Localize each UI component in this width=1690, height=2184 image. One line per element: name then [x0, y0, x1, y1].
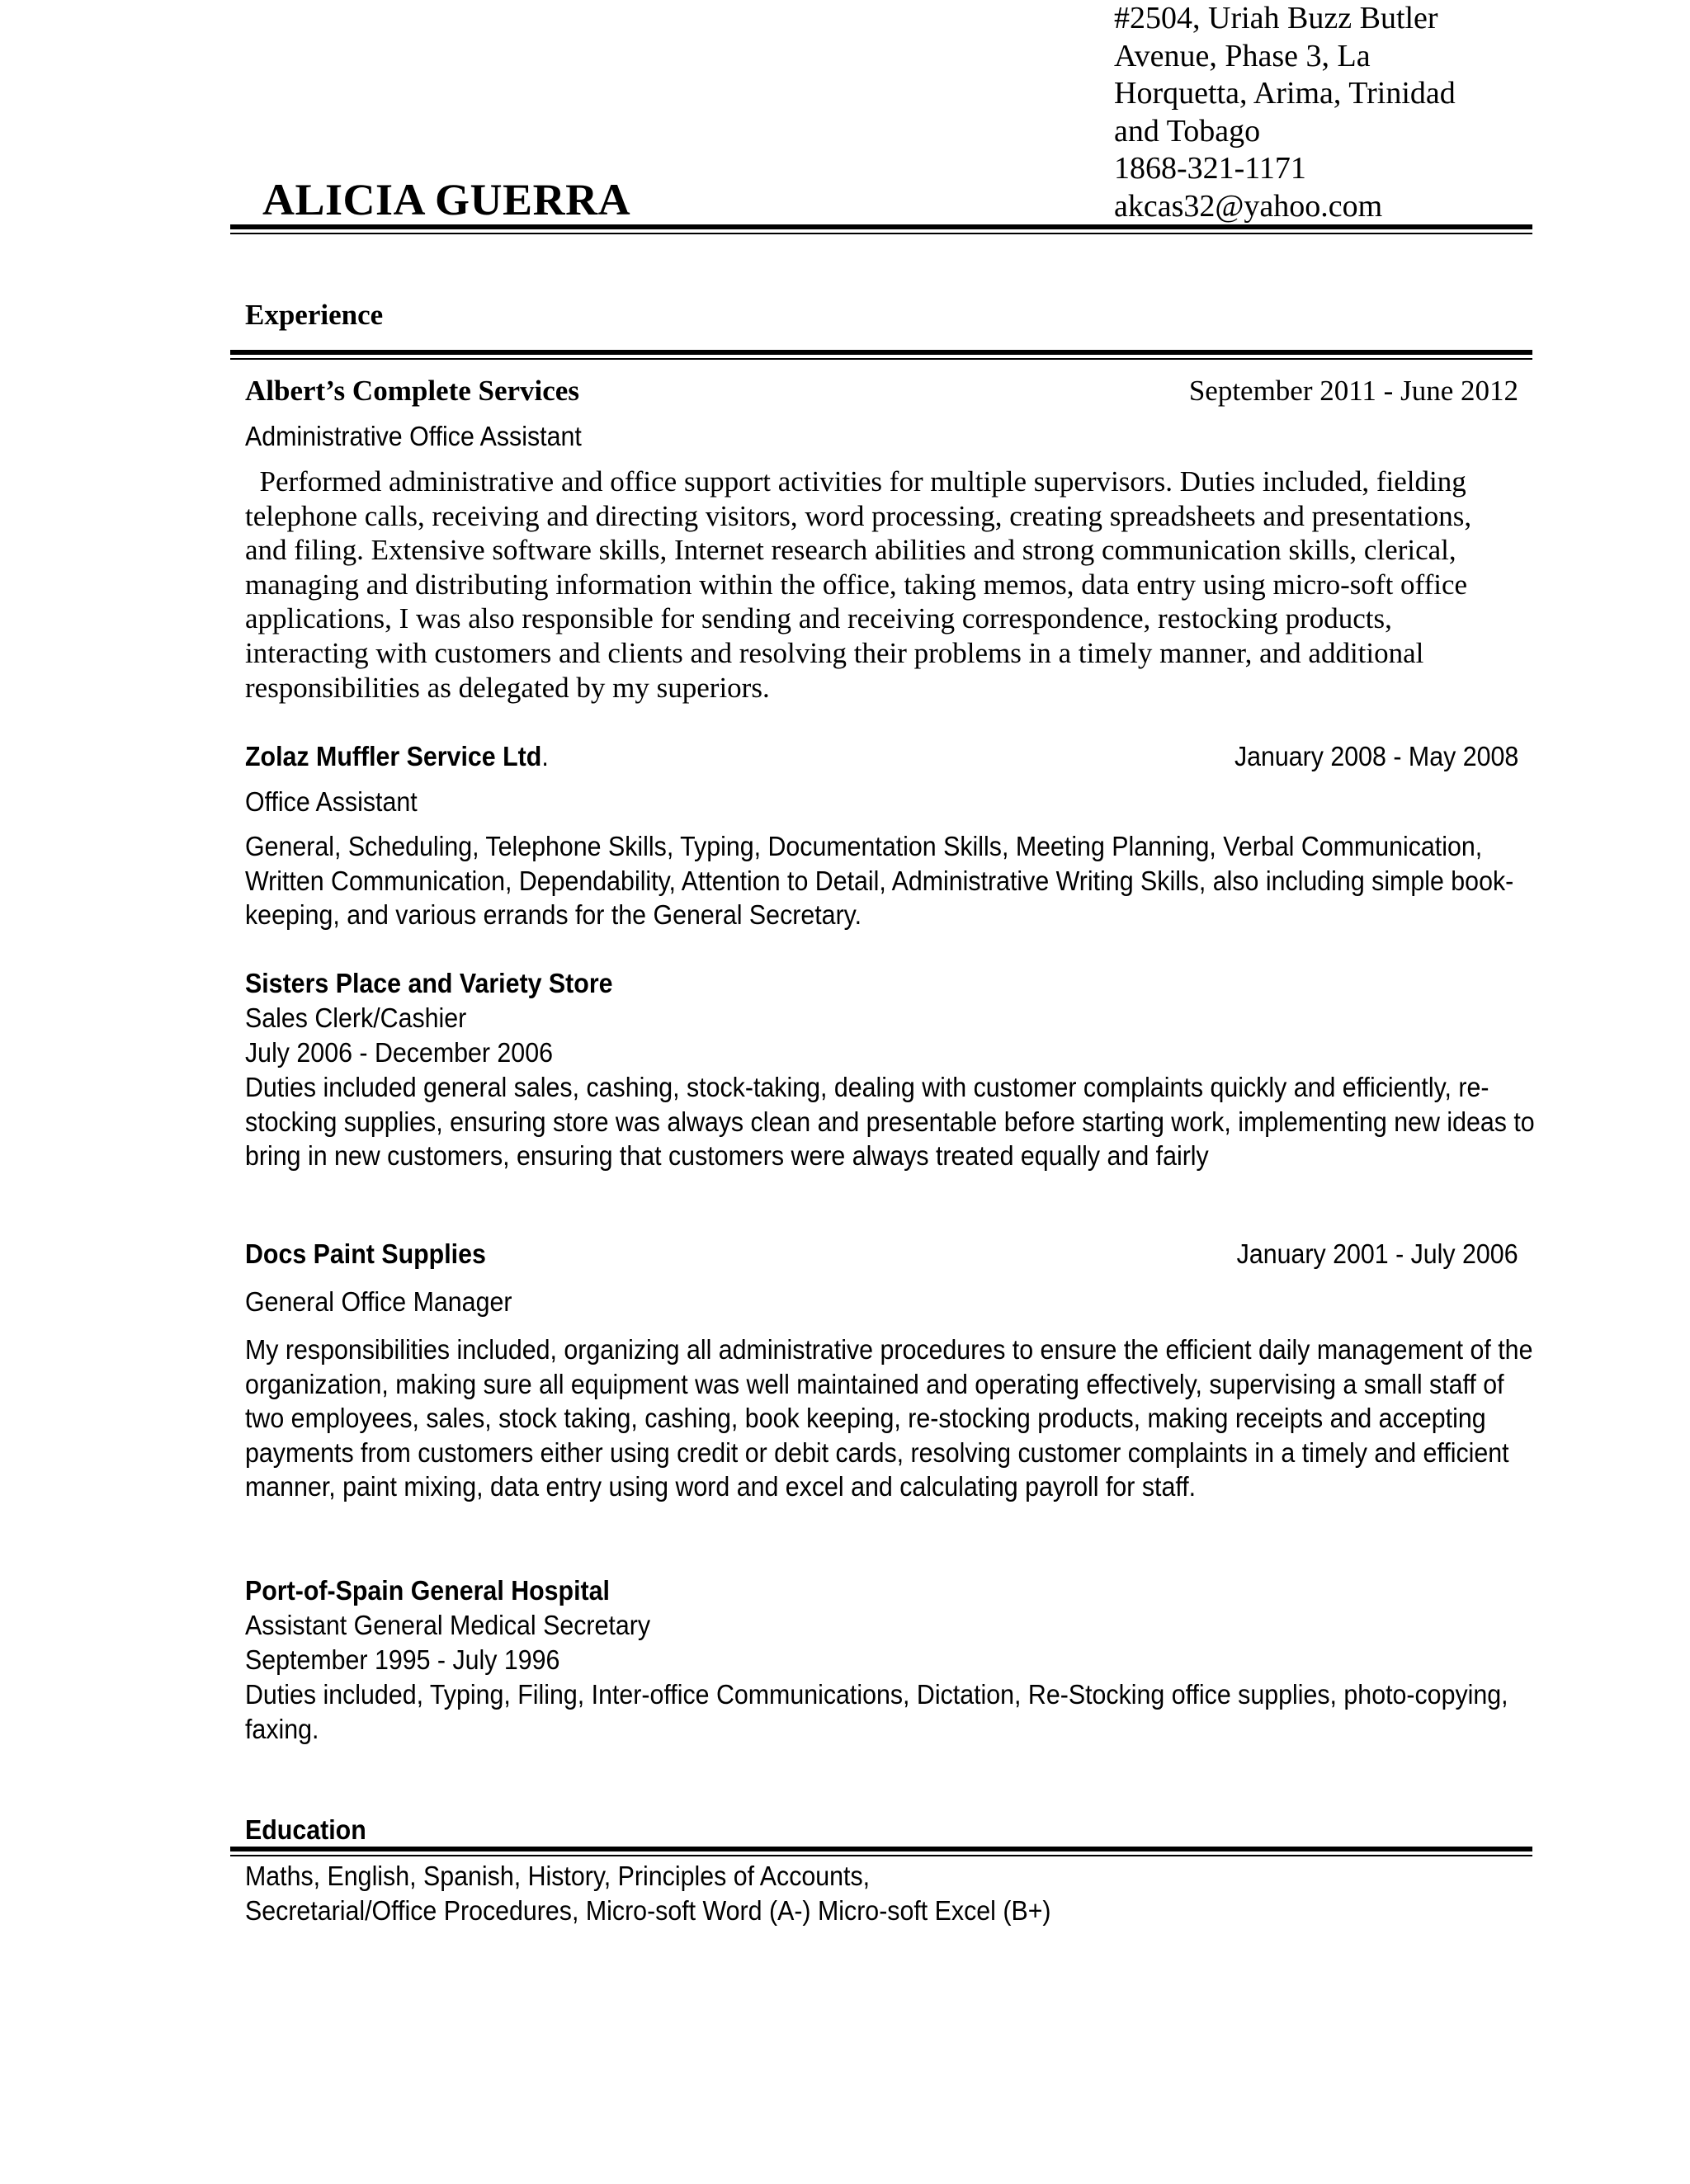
description-line: Duties included general sales, cashing, stock-taking, dealing with customer complaints quickly and efficiently, re-: [245, 1072, 1489, 1102]
description-line: bring in new customers, ensuring that customers were always treated equally and fairly: [245, 1140, 1209, 1172]
experience-heading: Experience: [245, 299, 384, 331]
address-line: #2504, Uriah Buzz Butler: [1114, 1, 1438, 35]
job-title: Administrative Office Assistant: [245, 421, 582, 451]
description-line: Written Communication, Dependability, Attention to Detail, Administrative Writing Skills, also including simple book-: [245, 865, 1514, 896]
job-dates: September 1995 - July 1996: [245, 1644, 560, 1675]
address-line: and Tobago: [1114, 113, 1261, 149]
description-line: keeping, and various errands for the General Secretary.: [245, 899, 862, 931]
job-description: [245, 1677, 1536, 1746]
description-line: interacting with customers and clients and resolving their problems in a timely manner, and additional: [245, 636, 1424, 669]
job-company: Albert’s Complete Services: [245, 375, 579, 407]
description-line: faxing.: [245, 1713, 319, 1744]
job-company: Docs Paint Supplies: [245, 1238, 486, 1269]
job-dates: September 2011 - June 2012: [1188, 375, 1518, 407]
description-line: organization, making sure all equipment was well maintained and operating effectively, supervising a small staff of: [245, 1368, 1504, 1399]
job-dates: July 2006 - December 2006: [245, 1037, 553, 1068]
education-line: Maths, English, Spanish, History, Principles of Accounts,: [245, 1861, 871, 1891]
description-line: and filing. Extensive software skills, Internet research abilities and strong communication skills, clerical,: [245, 534, 1456, 567]
email-address: akcas32@yahoo.com: [1114, 188, 1383, 224]
contact-block: [1114, 0, 1502, 225]
job-dates: January 2008 - May 2008: [1234, 741, 1518, 771]
job-title: Sales Clerk/Cashier: [245, 1002, 467, 1033]
description-line: Performed administrative and office support activities for multiple supervisors. Duties included, fielding: [245, 465, 1466, 498]
job-title: Assistant General Medical Secretary: [245, 1610, 651, 1640]
education-heading: Education: [245, 1814, 366, 1845]
education-details: [245, 1859, 1536, 1927]
job-description: [245, 1333, 1536, 1504]
description-line: manner, paint mixing, data entry using word and excel and calculating payroll for staff.: [245, 1471, 1197, 1502]
phone-number: 1868-321-1171: [1114, 151, 1306, 186]
education-line: Secretarial/Office Procedures, Micro-soft Word (A-) Micro-soft Excel (B+): [245, 1894, 1051, 1926]
job-title: General Office Manager: [245, 1286, 512, 1317]
description-line: responsibilities as delegated by my superiors.: [245, 671, 770, 704]
job-company: Port-of-Spain General Hospital: [245, 1575, 610, 1606]
description-line: payments from customers either using credit or debit cards, resolving customer complaints in a timely and efficient: [245, 1436, 1509, 1468]
description-line: My responsibilities included, organizing all administrative procedures to ensure the efficient daily management of the: [245, 1334, 1533, 1365]
description-line: stocking supplies, ensuring store was always clean and presentable before starting work, implementing new ideas to: [245, 1106, 1535, 1137]
job-description: [245, 829, 1536, 932]
education-divider: [230, 1847, 1532, 1856]
description-line: two employees, sales, stock taking, cashing, book keeping, re-stocking products, making receipts and accepting: [245, 1403, 1486, 1434]
experience-divider: [230, 350, 1532, 360]
description-line: General, Scheduling, Telephone Skills, Typing, Documentation Skills, Meeting Planning, Verbal Communication,: [245, 831, 1483, 861]
address-line: Horquetta, Arima, Trinidad: [1114, 76, 1456, 111]
job-title: Office Assistant: [245, 786, 418, 817]
job-company: Sisters Place and Variety Store: [245, 968, 613, 998]
header-divider: [230, 224, 1532, 234]
description-line: Duties included, Typing, Filing, Inter-office Communications, Dictation, Re-Stocking office supplies, photo-copying,: [245, 1679, 1508, 1710]
job-description: [245, 1070, 1536, 1173]
job-company: [245, 739, 549, 774]
job-description: [245, 465, 1532, 705]
description-line: applications, I was also responsible for sending and receiving correspondence, restocking products,: [245, 602, 1392, 635]
company-name: Zolaz Muffler Service Ltd: [245, 741, 542, 771]
candidate-name: ALICIA GUERRA: [262, 175, 631, 224]
job-dates: January 2001 - July 2006: [1237, 1238, 1518, 1269]
description-line: telephone calls, receiving and directing visitors, word processing, creating spreadsheets and presentations,: [245, 499, 1472, 532]
company-suffix: .: [541, 741, 549, 771]
description-line: managing and distributing information within the office, taking memos, data entry using micro-soft office: [245, 568, 1468, 601]
address-line: Avenue, Phase 3, La: [1114, 38, 1371, 73]
